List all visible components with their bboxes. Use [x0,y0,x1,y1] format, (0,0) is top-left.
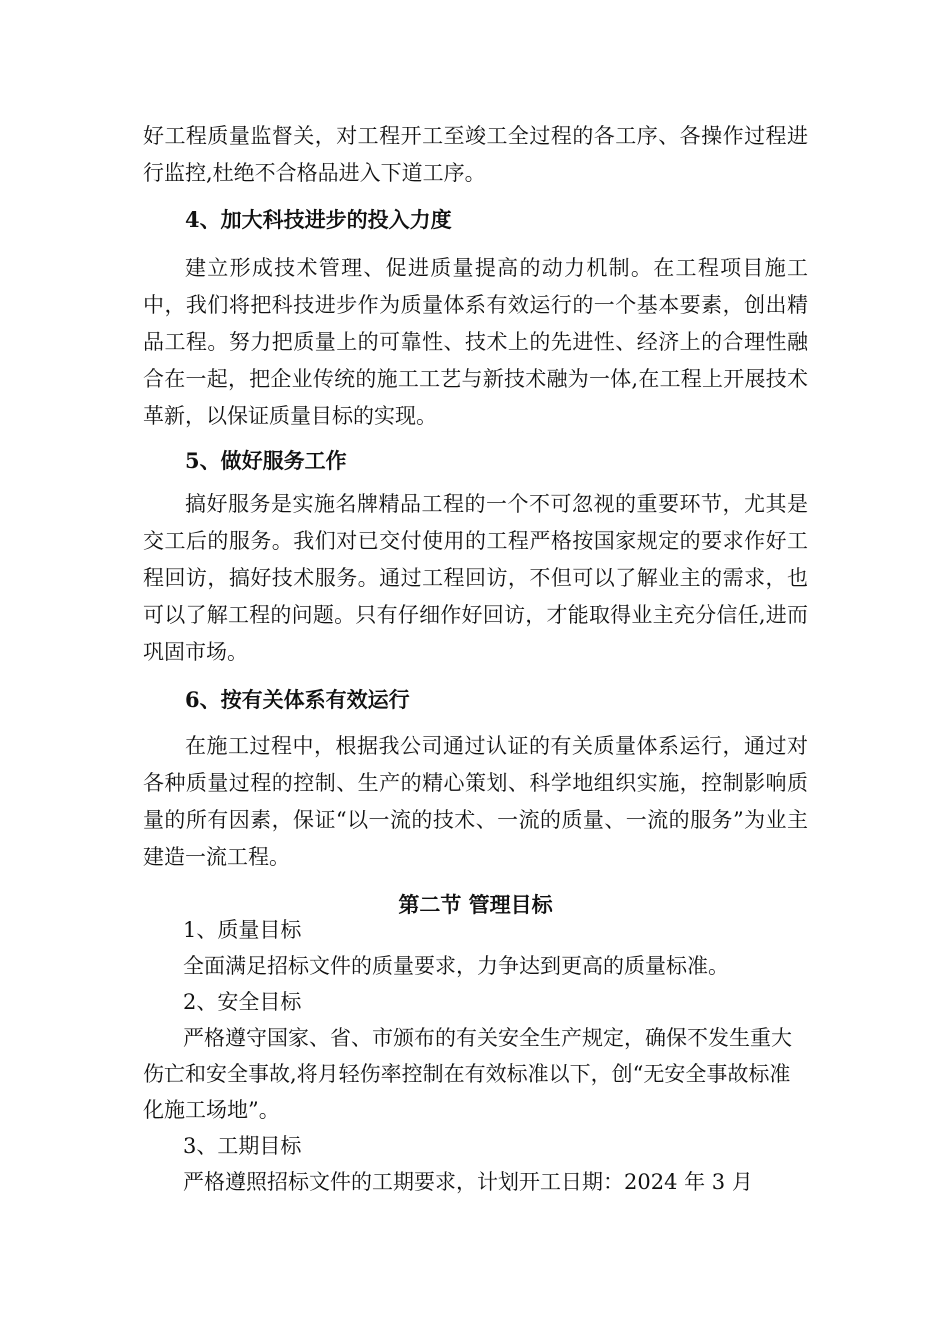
intro-continuation-paragraph: 好工程质量监督关，对工程开工至竣工全过程的各工序、各操作过程进行监控,杜绝不合格品进入下道工序。 [143,124,808,185]
item-6-heading: 6、按有关体系有效运行 [185,687,410,712]
item-5-body-paragraph: 搞好服务是实施名牌精品工程的一个不可忽视的重要环节，尤其是交工后的服务。我们对已交付使用的工程严格按国家规定的要求作好工程回访，搞好技术服务。通过工程回访，不但可以了解业主的需求，也可以了解工程的问题。只有仔细作好回访，才能取得业主充分信任,进而巩固市场。 [143,492,808,664]
item-6-body-paragraph: 在施工过程中，根据我公司通过认证的有关质量体系运行，通过对各种质量过程的控制、生产的精心策划、科学地组织实施，控制影响质量的所有因素，保证“以一流的技术、一流的质量、一流的服务”为业主建造一流工程。 [143,734,808,869]
goal-1-text: 全面满足招标文件的质量要求，力争达到更高的质量标准。 [183,954,729,978]
goal-1-label: 1、质量目标 [183,918,302,942]
item-4-heading: 4、加大科技进步的投入力度 [185,207,452,232]
section-title: 第二节 管理目标 [398,892,553,917]
goal-2-label: 2、安全目标 [183,990,302,1014]
goal-2-text: 严格遵守国家、省、市颁布的有关安全生产规定，确保不发生重大伤亡和安全事故,将月轻伤率控制在有效标准以下，创“无安全事故标准化施工场地”。 [143,1026,792,1122]
item-5-heading: 5、做好服务工作 [185,448,347,473]
goal-3-label: 3、工期目标 [183,1134,302,1158]
goal-3-text: 严格遵照招标文件的工期要求，计划开工日期：2024 年 3 月 [183,1170,753,1194]
item-4-body-paragraph: 建立形成技术管理、促进质量提高的动力机制。在工程项目施工中，我们将把科技进步作为质量体系有效运行的一个基本要素，创出精品工程。努力把质量上的可靠性、技术上的先进性、经济上的合理性融合在一起，把企业传统的施工工艺与新技术融为一体,在工程上开展技术革新，以保证质量目标的实现。 [143,256,808,428]
